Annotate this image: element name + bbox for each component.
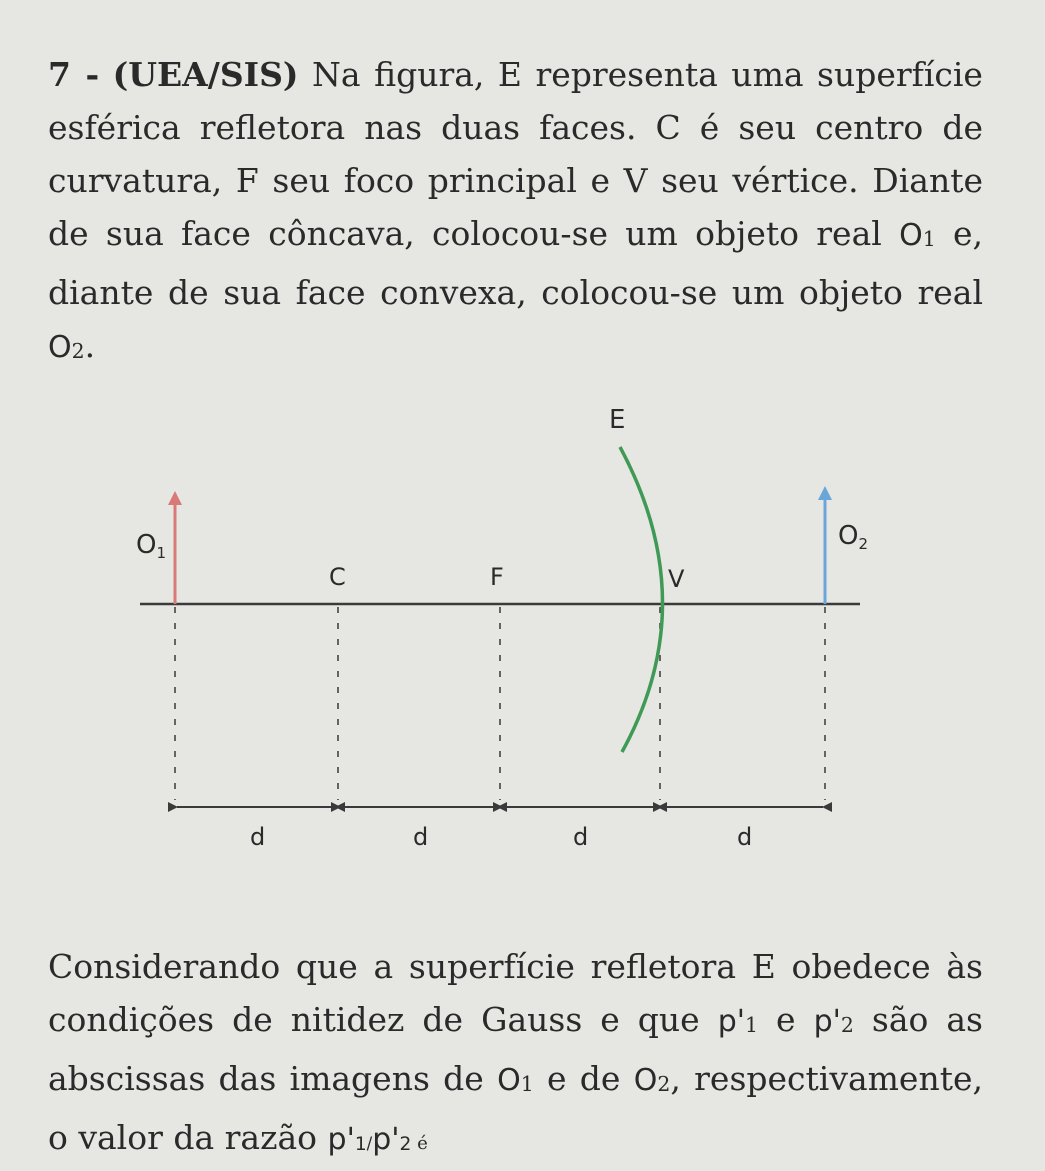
question-number: 7 - — [48, 55, 100, 94]
mirror-diagram — [0, 395, 1045, 865]
image1-abscissa: p' — [717, 1004, 746, 1039]
object2-symbol: O — [633, 1063, 658, 1099]
image1-subscript: 1 — [745, 1013, 759, 1038]
ratio-numerator-subscript: 1 — [354, 1133, 367, 1155]
object1-symbol: O — [497, 1063, 521, 1099]
ratio-denominator: p' — [372, 1122, 400, 1158]
object1-symbol: O — [899, 218, 923, 253]
object2-label: O2 — [838, 521, 869, 553]
image2-abscissa: p' — [813, 1004, 841, 1039]
question-source: (UEA/SIS) — [112, 55, 299, 94]
object1-arrow — [168, 491, 182, 604]
object1-subscript: 1 — [922, 227, 936, 252]
body-text: e de — [533, 1059, 634, 1099]
object1-subscript: 1 — [520, 1072, 534, 1097]
distance-label: d — [573, 823, 589, 851]
body-text: são as abscissas das imagens de — [48, 1000, 983, 1099]
ratio-numerator: p' — [327, 1122, 355, 1158]
object2-arrow — [818, 486, 832, 604]
statement-text: . — [84, 326, 96, 366]
center-label: C — [329, 563, 346, 591]
distance-label: d — [250, 823, 266, 851]
question-body — [48, 940, 983, 1171]
ratio-slash: / — [366, 1134, 373, 1154]
object2-subscript: 2 — [71, 339, 85, 364]
focus-label: F — [490, 563, 504, 591]
ratio-denominator-subscript: 2 — [399, 1133, 412, 1155]
body-text: Considerando que a superfície refletora E obedece às condições de nitidez de Gauss e que — [48, 947, 983, 1039]
statement-text: e, diante de sua face convexa, colocou-se um objeto real — [48, 214, 983, 313]
statement-text: Na figura, E representa uma superfície esférica refletora nas duas faces. C é seu centro de curvatura, F seu foco principal e V seu vértice. Diante de sua face côncava, colocou-se um objeto real — [48, 55, 983, 253]
ratio-expression — [328, 1122, 412, 1157]
spherical-mirror — [620, 447, 663, 752]
body-text: e — [758, 1000, 814, 1039]
object2-subscript: 2 — [657, 1072, 671, 1097]
question-statement — [48, 48, 983, 378]
vertex-label: V — [668, 565, 685, 593]
object2-symbol: O — [48, 330, 72, 366]
body-text: , respectivamente, o valor da razão — [48, 1059, 983, 1158]
mirror-label: E — [609, 405, 626, 435]
body-text: é — [411, 1133, 428, 1155]
distance-label: d — [737, 823, 753, 851]
image2-subscript: 2 — [840, 1013, 854, 1038]
distance-label: d — [413, 823, 429, 851]
object1-label: O1 — [136, 530, 167, 562]
